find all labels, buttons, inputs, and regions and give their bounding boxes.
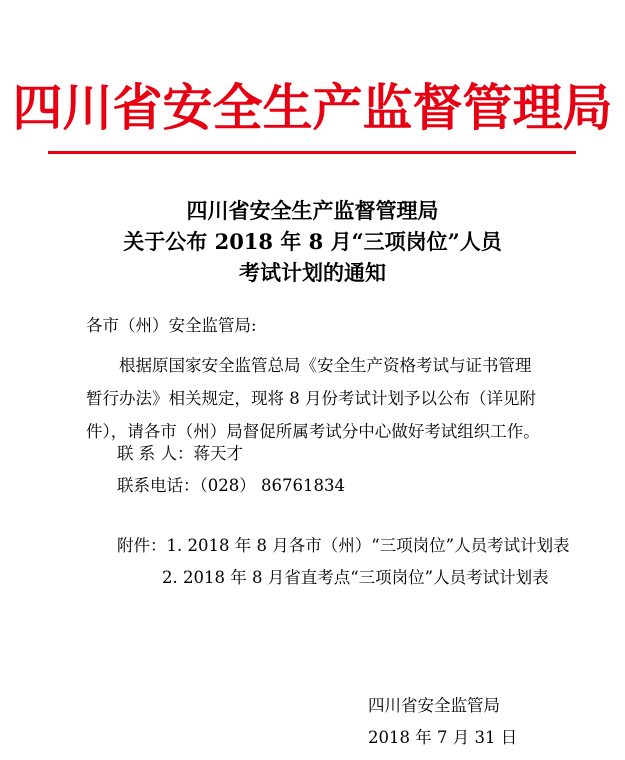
body-paragraph-text: 根据原国家安全监管总局《安全生产资格考试与证书管理暂行办法》相关规定，现将 8 月份考试计划予以公布（详见附件），请各市（州）局督促所属考试分中心做好考试组织工作。 (86, 356, 540, 441)
attachment-item-2: 2. 2018 年 8 月省直考点“三项岗位”人员考试计划表 (162, 568, 549, 587)
signature-date: 2018 年 7 月 31 日 (368, 728, 518, 747)
attachment-item-1: 附件：1. 2018 年 8 月各市（州）“三项岗位”人员考试计划表 (117, 536, 570, 555)
letterhead-red-rule (48, 151, 576, 154)
contact-phone: 联系电话：（028） 86761834 (117, 476, 345, 495)
salutation: 各市（州）安全监管局: (86, 316, 257, 335)
signature-org: 四川省安全监管局 (368, 696, 500, 715)
notice-title (0, 195, 625, 288)
notice-title-line-1: 四川省安全生产监督管理局 (186, 198, 439, 223)
contact-person: 联 系 人：蒋天才 (117, 444, 243, 463)
letterhead-title: 四川省安全生产监督管理局 (12, 79, 613, 137)
body-paragraph (86, 349, 546, 448)
notice-title-line-2: 关于公布 2018 年 8 月“三项岗位”人员 (123, 229, 502, 254)
notice-title-line-3: 考试计划的通知 (239, 260, 386, 285)
